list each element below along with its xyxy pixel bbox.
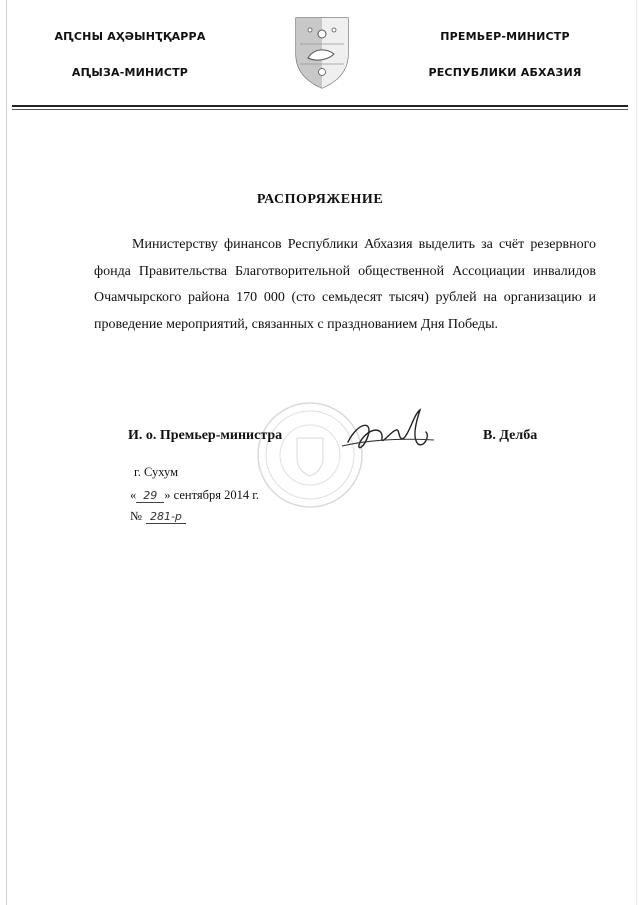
header-rule-thin — [12, 109, 628, 110]
signatory-name: В. Делба — [483, 428, 538, 443]
coat-of-arms-emblem — [292, 14, 352, 90]
header-left-line2: АԤЫЗА-МИНИСТР — [71, 66, 189, 79]
header-right-line1: ПРЕМЬЕР-МИНИСТР — [440, 30, 570, 43]
header-rule-thick — [12, 105, 628, 107]
document-body — [94, 232, 596, 338]
number-value-handwritten: 281-р — [146, 510, 186, 524]
signatory-title: И. о. Премьер-министра — [128, 428, 283, 443]
number-label: № — [130, 509, 142, 523]
place-of-issue: г. Сухум — [134, 465, 179, 479]
page-edge-right — [636, 0, 637, 905]
header-left-line1: АԤСНЫ АҲӘЫНҬҚАРРА — [54, 30, 206, 43]
issue-date — [130, 488, 259, 503]
page-edge-left — [6, 0, 7, 905]
date-open-quote: « — [130, 488, 137, 502]
order-number — [130, 509, 186, 524]
date-day-handwritten: 29 — [136, 489, 164, 503]
handwritten-signature — [338, 402, 438, 462]
header-right-line2: РЕСПУБЛИКИ АБХАЗИЯ — [428, 66, 582, 79]
body-paragraph: Министерству финансов Республики Абхазия выделить за счёт резервного фонда Правительства Благотворительной общественной Ассоциации инвалидов Очамчырского района 170 000 (сто семьдесят тысяч) рублей на организацию и проведение мероприятий, связанных с празднованием Дня Победы. — [94, 237, 596, 332]
date-month-year: » сентября 2014 г. — [164, 488, 260, 502]
document-title: РАСПОРЯЖЕНИЕ — [256, 192, 384, 207]
